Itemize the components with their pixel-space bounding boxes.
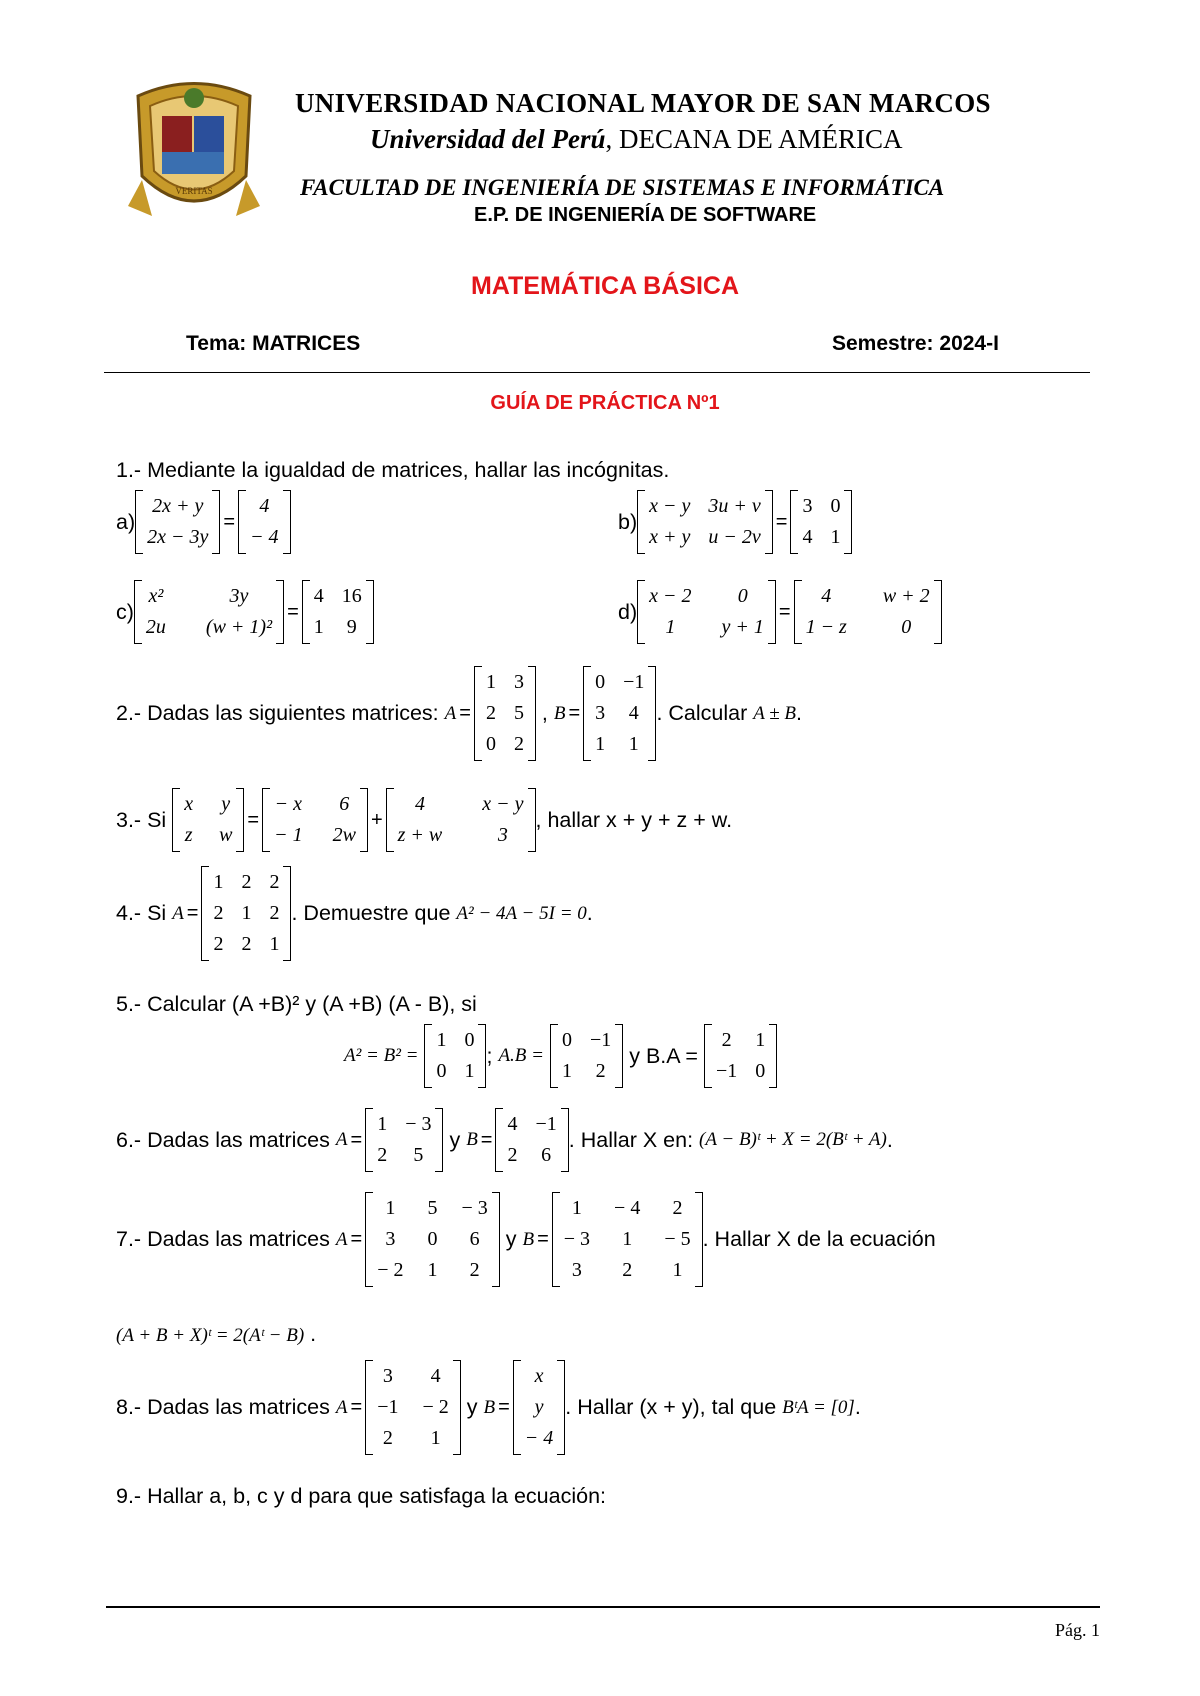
problem-7: 7.- Dadas las matrices A = 1 5 − 3 3 0 6 − 2 1 2 y B = 1 − 4 2 − 3 1 − 5 3 2 1 . Hallar X de la ecuación <box>116 1192 936 1287</box>
problem-6: 6.- Dadas las matrices A = 1 − 3 2 5 y B = 4 −1 2 6 . Hallar X en: (A − B)ᵗ + X = 2(Bᵗ + A) . <box>116 1108 893 1172</box>
problem-8: 8.- Dadas las matrices A = 3 4 −1 − 2 2 1 y B = x y − 4 . Hallar (x + y), tal que BᵗA = [0] . <box>116 1360 861 1455</box>
problem-1a: a) 2x + y 2x − 3y = 4 − 4 <box>116 490 291 554</box>
faculty-name: FACULTAD DE INGENIERÍA DE SISTEMAS E INFORMÁTICA <box>300 175 945 200</box>
problem-4: 4.- Si A = 1 2 2 2 1 2 2 2 1 . Demuestre que A² − 4A − 5I = 0 . <box>116 866 593 961</box>
problem-1b: b) x − y 3u + v x + y u − 2v = 3 0 4 1 <box>618 490 852 554</box>
university-name: UNIVERSIDAD NACIONAL MAYOR DE SAN MARCOS <box>295 88 991 118</box>
semester-label: Semestre: 2024-I <box>832 332 999 355</box>
header-divider <box>104 372 1090 373</box>
school-name: E.P. DE INGENIERÍA DE SOFTWARE <box>474 204 817 226</box>
footer-divider <box>106 1606 1100 1608</box>
problem-9: 9.- Hallar a, b, c y d para que satisfaga la ecuación: <box>116 1484 607 1508</box>
problem-5-matrices: A² = B² = 1 0 0 1 ; A.B = 0 −1 1 2 y B.A = 2 1 −1 0 <box>344 1024 777 1088</box>
problem-1c: c) x² 3y 2u (w + 1)² = 4 16 1 9 <box>116 580 374 644</box>
page-number: Pág. 1 <box>1055 1620 1100 1640</box>
university-subtitle: Universidad del Perú, DECANA DE AMÉRICA <box>370 124 903 154</box>
course-title: MATEMÁTICA BÁSICA <box>470 272 740 300</box>
problem-7-equation: (A + B + X)ᵗ = 2(Aᵗ − B) . <box>116 1322 317 1346</box>
university-seal-icon <box>128 76 260 222</box>
topic-label: Tema: MATRICES <box>186 332 361 355</box>
problem-1: 1.- Mediante la igualdad de matrices, hallar las incógnitas. <box>116 458 670 482</box>
guide-title: GUÍA DE PRÁCTICA Nº1 <box>490 392 720 414</box>
problem-5: 5.- Calcular (A +B)² y (A +B) (A - B), si <box>116 992 477 1016</box>
svg-text:VERITAS: VERITAS <box>175 186 213 196</box>
problem-2: 2.- Dadas las siguientes matrices: A = 1 3 2 5 0 2 , B = 0 −1 3 4 1 1 . Calcular A ± B . <box>116 666 802 761</box>
problem-1d: d) x − 2 0 1 y + 1 = 4 w + 2 1 − z 0 <box>618 580 942 644</box>
problem-3: 3.- Si x y z w = − x 6 − 1 2w + 4 x − y z + w 3 , hallar x + y + z + w. <box>116 788 732 852</box>
